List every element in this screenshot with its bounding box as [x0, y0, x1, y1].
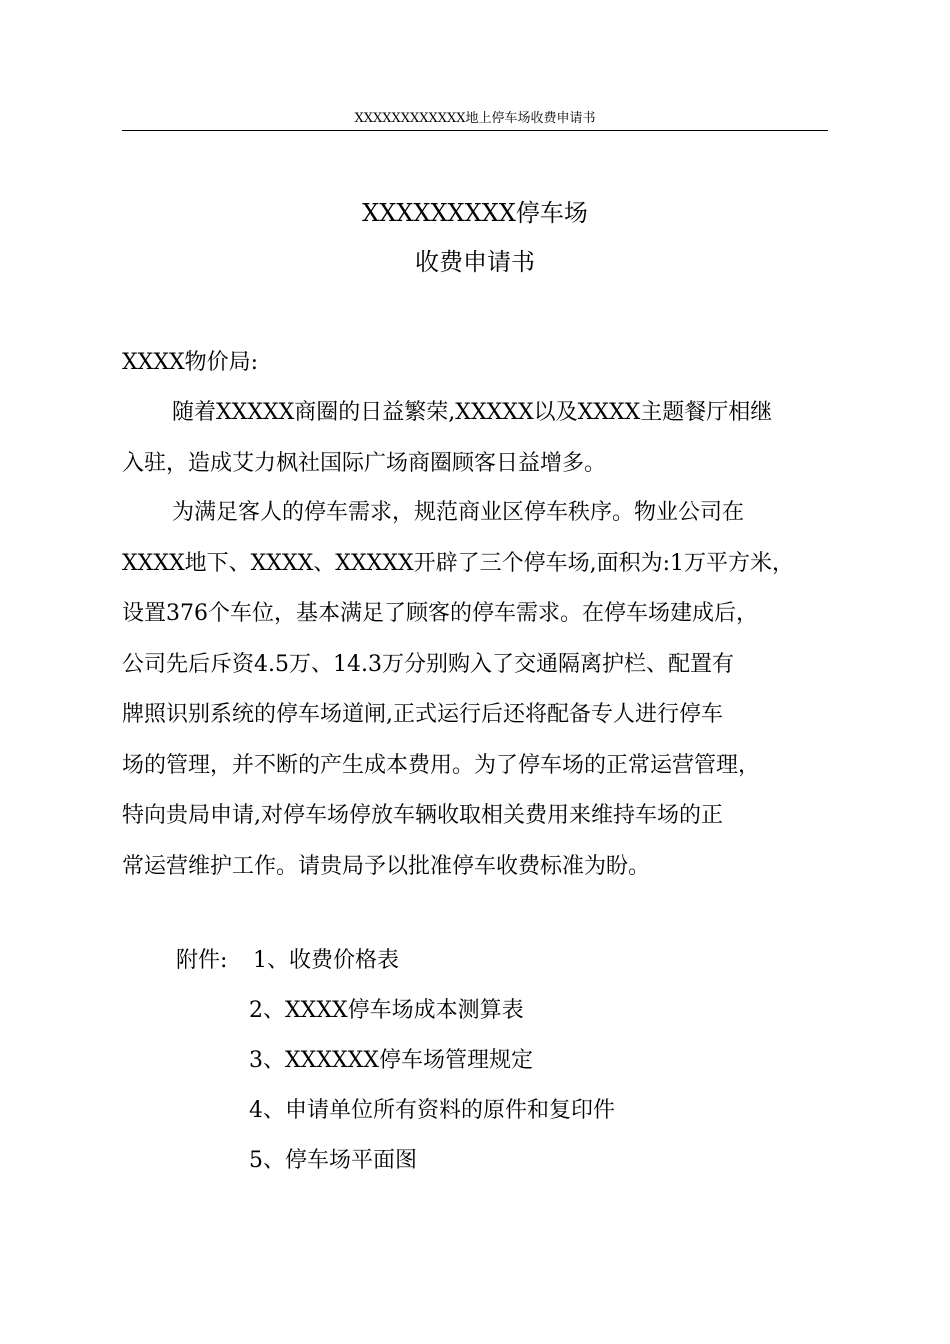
salutation: XXXX物价局:	[122, 350, 259, 375]
paragraph-1-line: 入驻，造成艾力枫社国际广场商圈顾客日益增多。	[122, 450, 607, 476]
paragraph-2-line: 场的管理，并不断的产生成本费用。为了停车场的正常运营管理，	[122, 752, 761, 778]
paragraph-2	[122, 488, 828, 892]
paragraph-2-line: 牌照识别系统的停车场道闸,正式运行后还将配备专人进行停车	[122, 702, 723, 727]
paragraph-2-line: 为满足客人的停车需求，规范商业区停车秩序。物业公司在	[172, 500, 745, 525]
attachment-item: 2、XXXX停车场成本测算表	[249, 998, 524, 1023]
paragraph-1-line: 随着XXXXX商圈的日益繁荣,XXXXX以及XXXX主题餐厅相继	[172, 400, 773, 425]
paragraph-2-line: 设置376个车位，基本满足了顾客的停车需求。在停车场建成后，	[122, 601, 758, 626]
paragraph-2-line: 公司先后斥资4.5万、14.3万分别购入了交通隔离护栏、配置有	[122, 651, 734, 677]
attachment-item: 1、收费价格表	[253, 948, 399, 973]
attachment-item: 3、XXXXXX停车场管理规定	[249, 1048, 533, 1073]
paragraph-1	[122, 388, 828, 489]
paragraph-2-line: 特向贵局申请,对停车场停放车辆收取相关费用来维持车场的正	[122, 803, 723, 828]
running-header: XXXXXXXXXXXX地上停车场收费申请书	[354, 111, 596, 126]
attachments-label: 附件:	[176, 948, 228, 973]
paragraph-2-line: 常运营维护工作。请贵局予以批准停车收费标准为盼。	[122, 853, 651, 879]
paragraph-2-line: XXXX地下、XXXX、XXXXX开辟了三个停车场,面积为:1万平方米，	[122, 550, 795, 576]
attachment-item: 5、停车场平面图	[249, 1148, 417, 1173]
document-title-line-2: 收费申请书	[415, 248, 535, 276]
attachment-item: 4、申请单位所有资料的原件和复印件	[249, 1098, 615, 1123]
document-title-line-1: XXXXXXXXX停车场	[362, 199, 588, 227]
header-divider	[122, 130, 828, 131]
